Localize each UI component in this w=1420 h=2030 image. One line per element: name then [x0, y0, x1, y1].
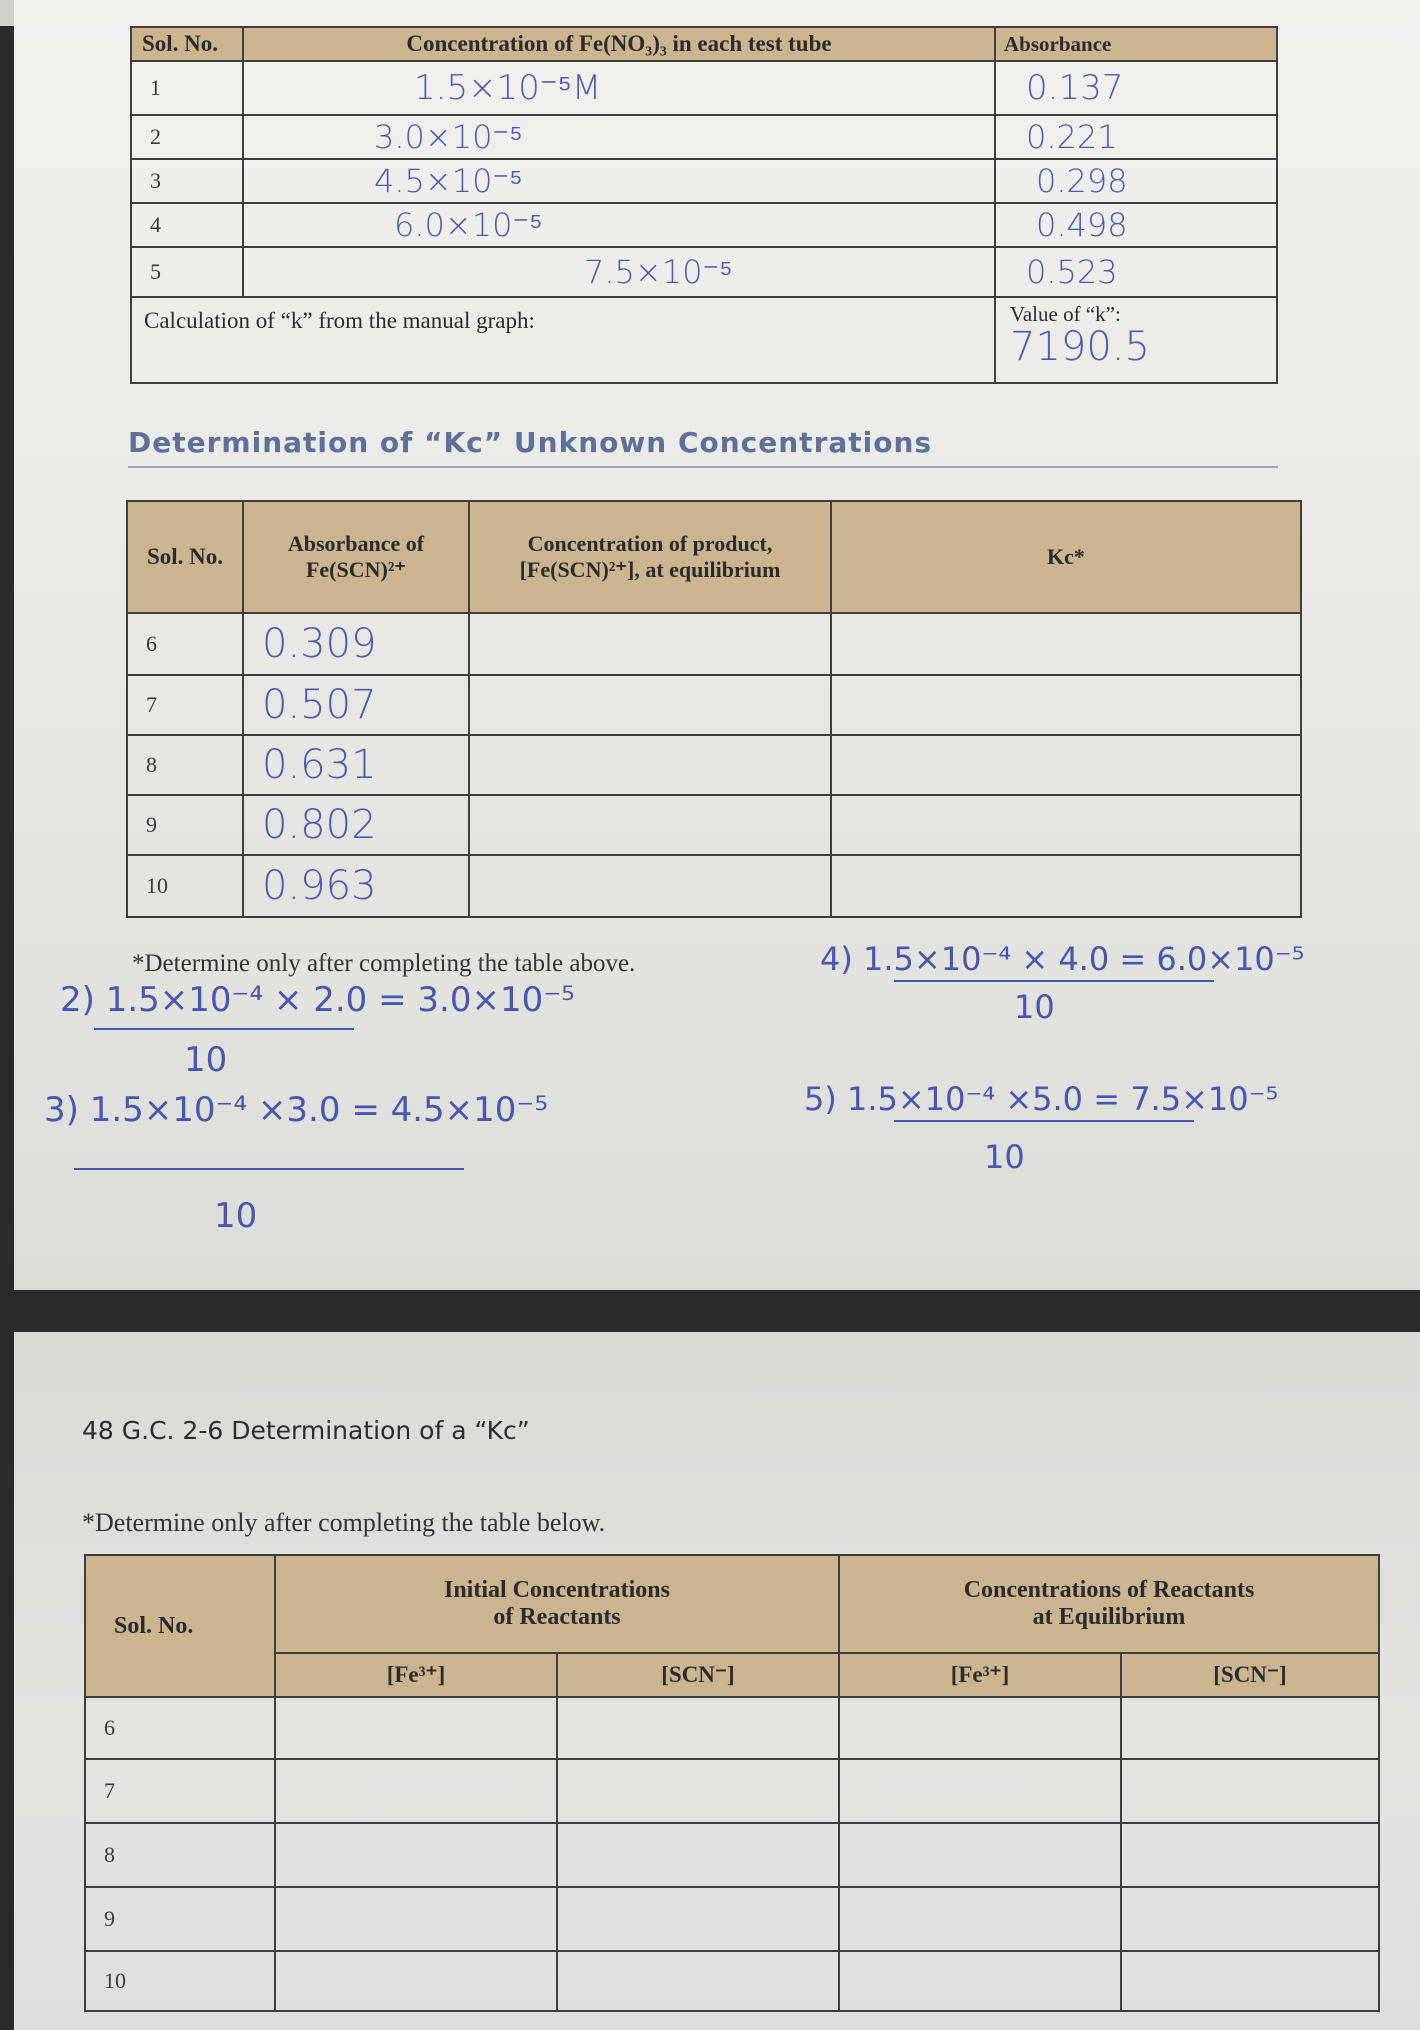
calc-2	[60, 980, 575, 1020]
kc-cell	[831, 613, 1301, 675]
absorbance-cell: 0.963	[243, 855, 469, 917]
concentration-absorbance-table	[130, 26, 1278, 384]
kc-footnote: *Determine only after completing the table above.	[132, 950, 636, 977]
calc-5	[804, 1080, 1278, 1118]
calculation-label: Calculation of “k” from the manual graph:	[131, 297, 995, 383]
sol-no-cell: 4	[131, 203, 243, 247]
worksheet-photo-top	[14, 0, 1420, 1290]
header-sol-no: Sol. No.	[127, 501, 243, 613]
fe-initial-cell	[275, 1697, 557, 1759]
fe-equilibrium-cell	[839, 1697, 1121, 1759]
absorbance-cell: 0.137	[995, 61, 1277, 115]
header-scn-initial: [SCN⁻]	[557, 1653, 839, 1697]
scn-initial-cell	[557, 1697, 839, 1759]
header-absorbance: Absorbance	[995, 27, 1277, 61]
fraction-bar	[74, 1168, 464, 1170]
fe-equilibrium-cell	[839, 1823, 1121, 1887]
k-label: Value of “k”:	[1010, 302, 1121, 326]
sol-no-cell: 9	[127, 795, 243, 855]
k-value: 7190.5	[1010, 324, 1150, 370]
page-reference: 48 G.C. 2-6 Determination of a “Kc”	[82, 1416, 530, 1445]
header-kc: Kc*	[831, 501, 1301, 613]
kc-cell	[831, 855, 1301, 917]
calc-denominator: 10	[184, 1040, 228, 1080]
kc-cell	[831, 675, 1301, 735]
concentration-cell: 6.0×10⁻⁵	[243, 203, 995, 247]
calc-result: = 7.5×10⁻⁵	[1093, 1080, 1279, 1118]
scn-initial-cell	[557, 1951, 839, 2011]
absorbance-cell: 0.298	[995, 159, 1277, 203]
scn-equilibrium-cell	[1121, 1823, 1379, 1887]
sol-no-cell: 6	[127, 613, 243, 675]
absorbance-cell: 0.802	[243, 795, 469, 855]
calc-numerator: 1.5×10⁻⁴ × 4.0	[863, 940, 1110, 978]
scn-equilibrium-cell	[1121, 1759, 1379, 1823]
absorbance-cell: 0.523	[995, 247, 1277, 297]
calc-label: 3)	[44, 1090, 79, 1130]
sol-no-cell: 7	[85, 1759, 275, 1823]
page2-note: *Determine only after completing the table below.	[82, 1508, 606, 1537]
scn-equilibrium-cell	[1121, 1951, 1379, 2011]
product-concentration-cell	[469, 675, 831, 735]
sol-no-cell: 1	[131, 61, 243, 115]
concentration-cell: 1.5×10⁻⁵M	[243, 61, 995, 115]
header-absorbance: Absorbance of Fe(SCN)²⁺	[243, 501, 469, 613]
concentration-cell: 7.5×10⁻⁵	[243, 247, 995, 297]
header-initial-concentrations: Initial Concentrations of Reactants	[275, 1555, 839, 1653]
calc-numerator: 1.5×10⁻⁴ ×3.0	[89, 1090, 341, 1130]
product-concentration-cell	[469, 855, 831, 917]
fe-initial-cell	[275, 1823, 557, 1887]
sol-no-cell: 10	[127, 855, 243, 917]
worksheet-photo-bottom	[14, 1332, 1420, 2030]
absorbance-cell: 0.507	[243, 675, 469, 735]
calc-4	[820, 940, 1305, 978]
concentration-cell: 4.5×10⁻⁵	[243, 159, 995, 203]
absorbance-cell: 0.498	[995, 203, 1277, 247]
header-sol-no: Sol. No.	[131, 27, 243, 61]
header-sol-no: Sol. No.	[85, 1555, 275, 1697]
initial-equilibrium-table	[84, 1554, 1380, 2012]
scn-initial-cell	[557, 1823, 839, 1887]
fe-initial-cell	[275, 1759, 557, 1823]
calc-label: 2)	[60, 980, 95, 1020]
calc-numerator: 1.5×10⁻⁴ ×5.0	[847, 1080, 1084, 1118]
fraction-bar	[894, 1120, 1194, 1122]
header-fe-equilibrium: [Fe³⁺]	[839, 1653, 1121, 1697]
concentration-cell: 3.0×10⁻⁵	[243, 115, 995, 159]
sol-no-cell: 10	[85, 1951, 275, 2011]
header-concentration: Concentration of Fe(NO₃)₃ in each test tube	[243, 27, 995, 61]
absorbance-cell: 0.309	[243, 613, 469, 675]
sol-no-cell: 8	[85, 1823, 275, 1887]
header-fe-initial: [Fe³⁺]	[275, 1653, 557, 1697]
calc-denominator: 10	[984, 1138, 1025, 1176]
sol-no-cell: 6	[85, 1697, 275, 1759]
section-title-rule	[128, 466, 1278, 468]
calc-label: 4)	[820, 940, 853, 978]
k-value-cell	[995, 297, 1277, 383]
scn-equilibrium-cell	[1121, 1697, 1379, 1759]
sol-no-cell: 9	[85, 1887, 275, 1951]
sol-no-cell: 5	[131, 247, 243, 297]
scn-equilibrium-cell	[1121, 1887, 1379, 1951]
fe-equilibrium-cell	[839, 1759, 1121, 1823]
fe-equilibrium-cell	[839, 1887, 1121, 1951]
calc-label: 5)	[804, 1080, 837, 1118]
section-title: Determination of “Kc” Unknown Concentrations	[128, 426, 933, 459]
absorbance-cell: 0.221	[995, 115, 1277, 159]
calc-denominator: 10	[1014, 988, 1055, 1026]
calc-result: = 3.0×10⁻⁵	[378, 980, 575, 1020]
header-product-concentration: Concentration of product, [Fe(SCN)²⁺], at equilibrium	[469, 501, 831, 613]
fe-initial-cell	[275, 1887, 557, 1951]
kc-cell	[831, 795, 1301, 855]
sol-no-cell: 7	[127, 675, 243, 735]
sol-no-cell: 3	[131, 159, 243, 203]
product-concentration-cell	[469, 613, 831, 675]
fraction-bar	[894, 980, 1214, 982]
header-equilibrium-concentrations: Concentrations of Reactants at Equilibrium	[839, 1555, 1379, 1653]
calc-3	[44, 1090, 548, 1130]
sol-no-cell: 2	[131, 115, 243, 159]
calc-denominator: 10	[214, 1196, 258, 1236]
scn-initial-cell	[557, 1759, 839, 1823]
fraction-bar	[94, 1028, 354, 1030]
kc-cell	[831, 735, 1301, 795]
product-concentration-cell	[469, 735, 831, 795]
fe-initial-cell	[275, 1951, 557, 2011]
product-concentration-cell	[469, 795, 831, 855]
calc-result: = 4.5×10⁻⁵	[351, 1090, 549, 1130]
calc-numerator: 1.5×10⁻⁴ × 2.0	[105, 980, 368, 1020]
kc-table	[126, 500, 1302, 918]
absorbance-cell: 0.631	[243, 735, 469, 795]
calc-result: = 6.0×10⁻⁵	[1119, 940, 1305, 978]
header-scn-equilibrium: [SCN⁻]	[1121, 1653, 1379, 1697]
sol-no-cell: 8	[127, 735, 243, 795]
fe-equilibrium-cell	[839, 1951, 1121, 2011]
scn-initial-cell	[557, 1887, 839, 1951]
